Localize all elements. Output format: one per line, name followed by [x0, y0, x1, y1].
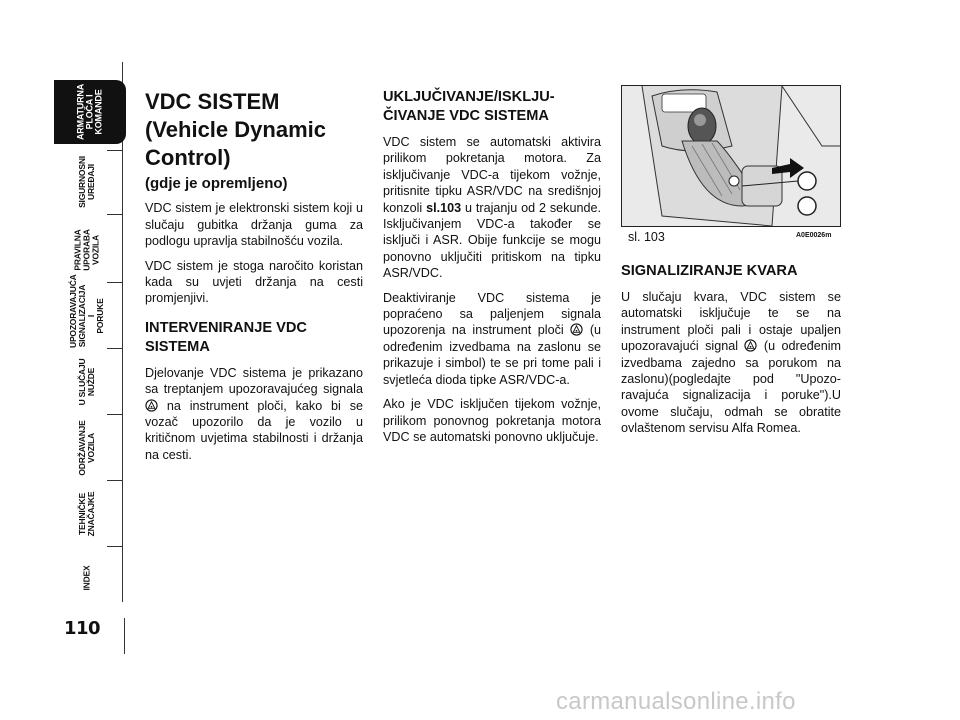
- tab-notch: [107, 414, 123, 415]
- figure-caption: sl. 103: [628, 230, 665, 244]
- paragraph: VDC sistem se automatski aktivira prilikom pokretanja motora. Za isključivanje VDC-a tijekom vožnje, pritisnite tipku ASR/VDC na središnjoj konzoli sl.103 u trajanju od 2 sekunde. Isključivanjem VDC-a također se isključi i ASR. Obije funkcije se mogu ponovno uključiti pritiskom na tipku ASR/VDC.: [383, 135, 601, 281]
- tab-notch: [107, 214, 123, 215]
- paragraph: Deaktiviranje VDC sistema je popraćeno sa paljenjem signala upozorenja na instrument ploči (u određenim izvedbama na zaslonu se prikazuje i simbol) te se pri tome pali i svjetleća dioda tipke ASR/VDC-a.: [383, 290, 602, 387]
- vdc-warning-icon: [570, 323, 583, 336]
- console-figure: [621, 85, 841, 227]
- paragraph: VDC sistem je stoga naročito koristan kada su uvjeti držanja na cesti promjenjivi.: [145, 258, 363, 306]
- vdc-warning-icon: [145, 399, 158, 412]
- paragraph: Djelovanje VDC sistema je prikazano sa treptanjem upozoravajućeg signala na instrument ploči, kako bi se vozač upozorilo da je vozilo u kritičnom uvjetima stabilnosti i držanja na cesti.: [145, 365, 364, 462]
- tab-armaturna-ploca[interactable]: ARMATURNA PLOČA I KOMANDE: [54, 80, 126, 144]
- page-number-divider: [124, 618, 125, 654]
- tab-notch: [107, 282, 123, 283]
- chapter-tabs: [52, 62, 128, 622]
- tab-index[interactable]: INDEX: [81, 565, 92, 591]
- tab-odrzavanje-vozila[interactable]: ODRŽAVANJE VOZILA: [77, 420, 96, 476]
- section-title-interveniranje: INTERVENIRANJE VDC SISTEMA: [145, 319, 307, 355]
- figure-code: A0E0026m: [796, 232, 832, 239]
- column-signaliziranje: [621, 262, 841, 445]
- section-title-ukljucivanje: UKLJUČIVANJE/ISKLJU-ČIVANJE VDC SISTEMA: [383, 89, 555, 124]
- tab-divider-line: [122, 62, 123, 602]
- section-title-signaliziranje: SIGNALIZIRANJE KVARA: [621, 263, 798, 279]
- tab-notch: [107, 348, 123, 349]
- subtitle: (gdje je opremljeno): [145, 175, 288, 192]
- figure-reference: sl.103: [426, 200, 462, 215]
- vdc-warning-icon: [744, 339, 757, 352]
- tab-notch: [107, 480, 123, 481]
- tab-pravilna-uporaba[interactable]: PRAVILNA UPORABA VOZILA: [72, 229, 101, 271]
- tab-sigurnosni-uredaji[interactable]: SIGURNOSNI UREĐAJI: [77, 156, 96, 208]
- tab-u-slucaju-nuzde[interactable]: U SLUČAJU NUŽDE: [77, 358, 96, 406]
- watermark[interactable]: carmanualsonline.info: [556, 688, 796, 715]
- page-number: 110: [64, 618, 101, 639]
- tab-upozoravajuca-signalizacija[interactable]: UPOZORAVAJUĆA SIGNALIZACIJA I PORUKE: [68, 274, 105, 348]
- paragraph: Ako je VDC isključen tijekom vožnje, prilikom ponovnog pokretanja motora VDC se automatski ponovno uključuje.: [383, 397, 601, 444]
- tab-tehnicke-znacajke[interactable]: TEHNIČKE ZNAČAJKE: [77, 491, 96, 537]
- column-ukljucivanje: [383, 88, 601, 453]
- center-console-illustration: [622, 86, 840, 226]
- paragraph: VDC sistem je elektronski sistem koji u slučaju gubitka držanja guma za podlogu upravlja stabilnošću vozila.: [145, 201, 363, 249]
- column-vdc-intro: [145, 88, 363, 471]
- paragraph: U slučaju kvara, VDC sistem se automatski isključuje te se na instrument ploči pali i ostaje upaljen upozoravajući signal (u određenim izvedbama zajedno sa porukom na zaslonu)(pogledajte pod "Upozo-ravajuća signalizacija i poruke").U ovome slučaju, odmah se obratite ovlaštenom servisu Alfa Romea.: [621, 290, 841, 436]
- page-title: VDC SISTEM (Vehicle Dynamic Control): [145, 89, 326, 170]
